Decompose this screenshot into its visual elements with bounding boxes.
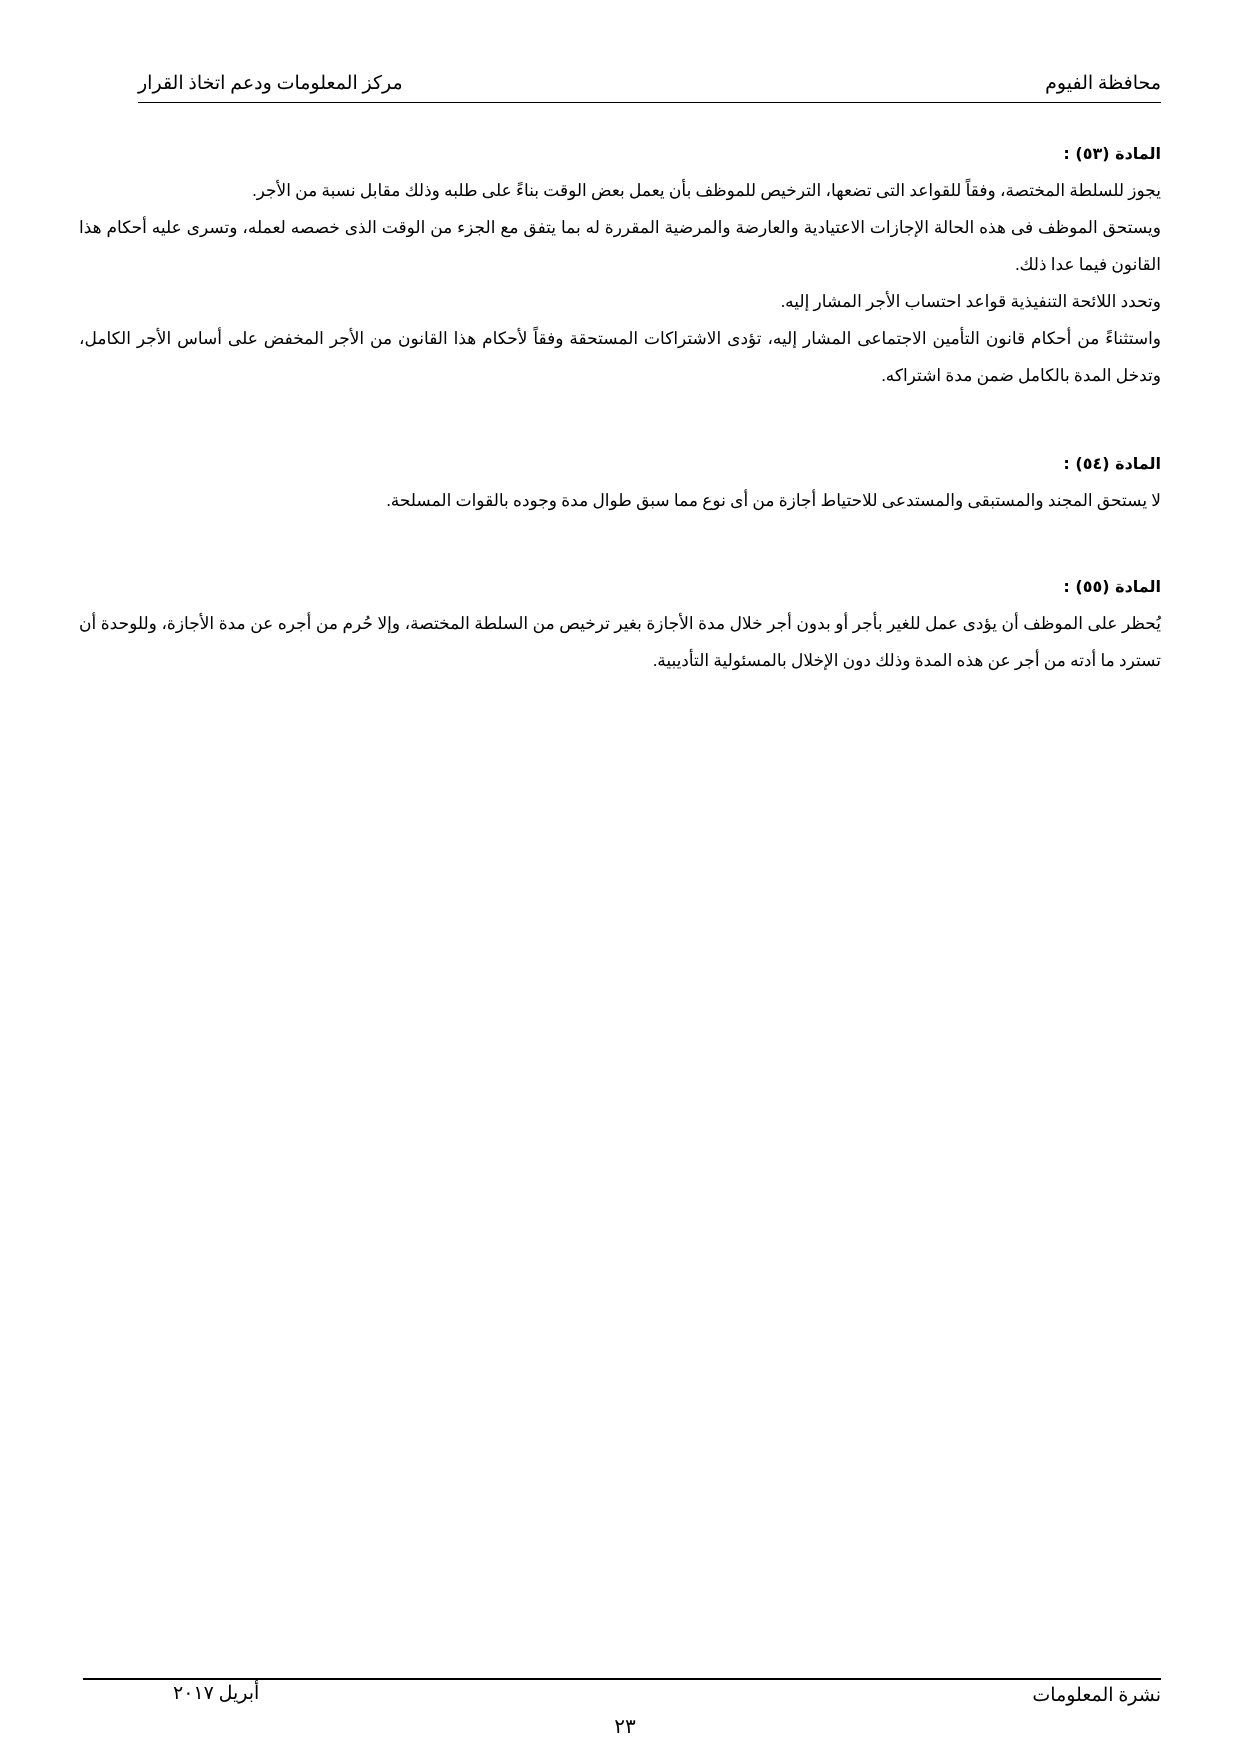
page-header [138, 70, 1161, 103]
article-54 [79, 446, 1161, 519]
article-paragraph: وتحدد اللائحة التنفيذية قواعد احتساب الأجر المشار إليه. [780, 292, 1161, 311]
header-governorate: محافظة الفيوم [1045, 73, 1161, 94]
article-title: المادة (٥٣) : [1063, 144, 1161, 163]
page-number: ٢٣ [614, 1716, 636, 1738]
article-paragraph: يُحظر على الموظف أن يؤدى عمل للغير بأجر أو بدون أجر خلال مدة الأجازة بغير ترخيص من السلطة المختصة، وإلا حُرم من أجره عن مدة الأجازة، وللوحدة أن تسترد ما أدته من أجر عن هذه المدة وذلك دون الإخلال بالمسئولية التأديبية. [79, 614, 1161, 670]
article-paragraph: ويستحق الموظف فى هذه الحالة الإجازات الاعتيادية والعارضة والمرضية المقررة له بما يتفق مع الجزء من الوقت الذى خصصه لعمله، وتسرى عليه أحكام هذا القانون فيما عدا ذلك. [79, 218, 1161, 274]
article-paragraph: واستثناءً من أحكام قانون التأمين الاجتماعى المشار إليه، تؤدى الاشتراكات المستحقة وفقاً لأحكام هذا القانون من الأجر المخفض على أساس الأجر الكامل، وتدخل المدة بالكامل ضمن مدة اشتراكه. [79, 329, 1161, 385]
footer-publication-name: نشرة المعلومات [1032, 1685, 1161, 1706]
article-55 [79, 569, 1161, 679]
section-gap [79, 519, 1161, 569]
article-paragraph: يجوز للسلطة المختصة، وفقاً للقواعد التى تضعها، الترخيص للموظف بأن يعمل بعض الوقت بناءً على طلبه وذلك مقابل نسبة من الأجر. [252, 181, 1161, 200]
section-gap [79, 394, 1161, 446]
article-title: المادة (٥٤) : [1063, 454, 1161, 473]
article-title: المادة (٥٥) : [1063, 577, 1161, 596]
article-paragraph: لا يستحق المجند والمستبقى والمستدعى للاحتياط أجازة من أى نوع مما سبق طوال مدة وجوده بالقوات المسلحة. [386, 491, 1161, 510]
article-53 [79, 136, 1161, 394]
document-body [79, 136, 1161, 679]
footer-date: أبريل ٢٠١٧ [173, 1683, 260, 1704]
header-center-name: مركز المعلومات ودعم اتخاذ القرار [138, 73, 403, 94]
